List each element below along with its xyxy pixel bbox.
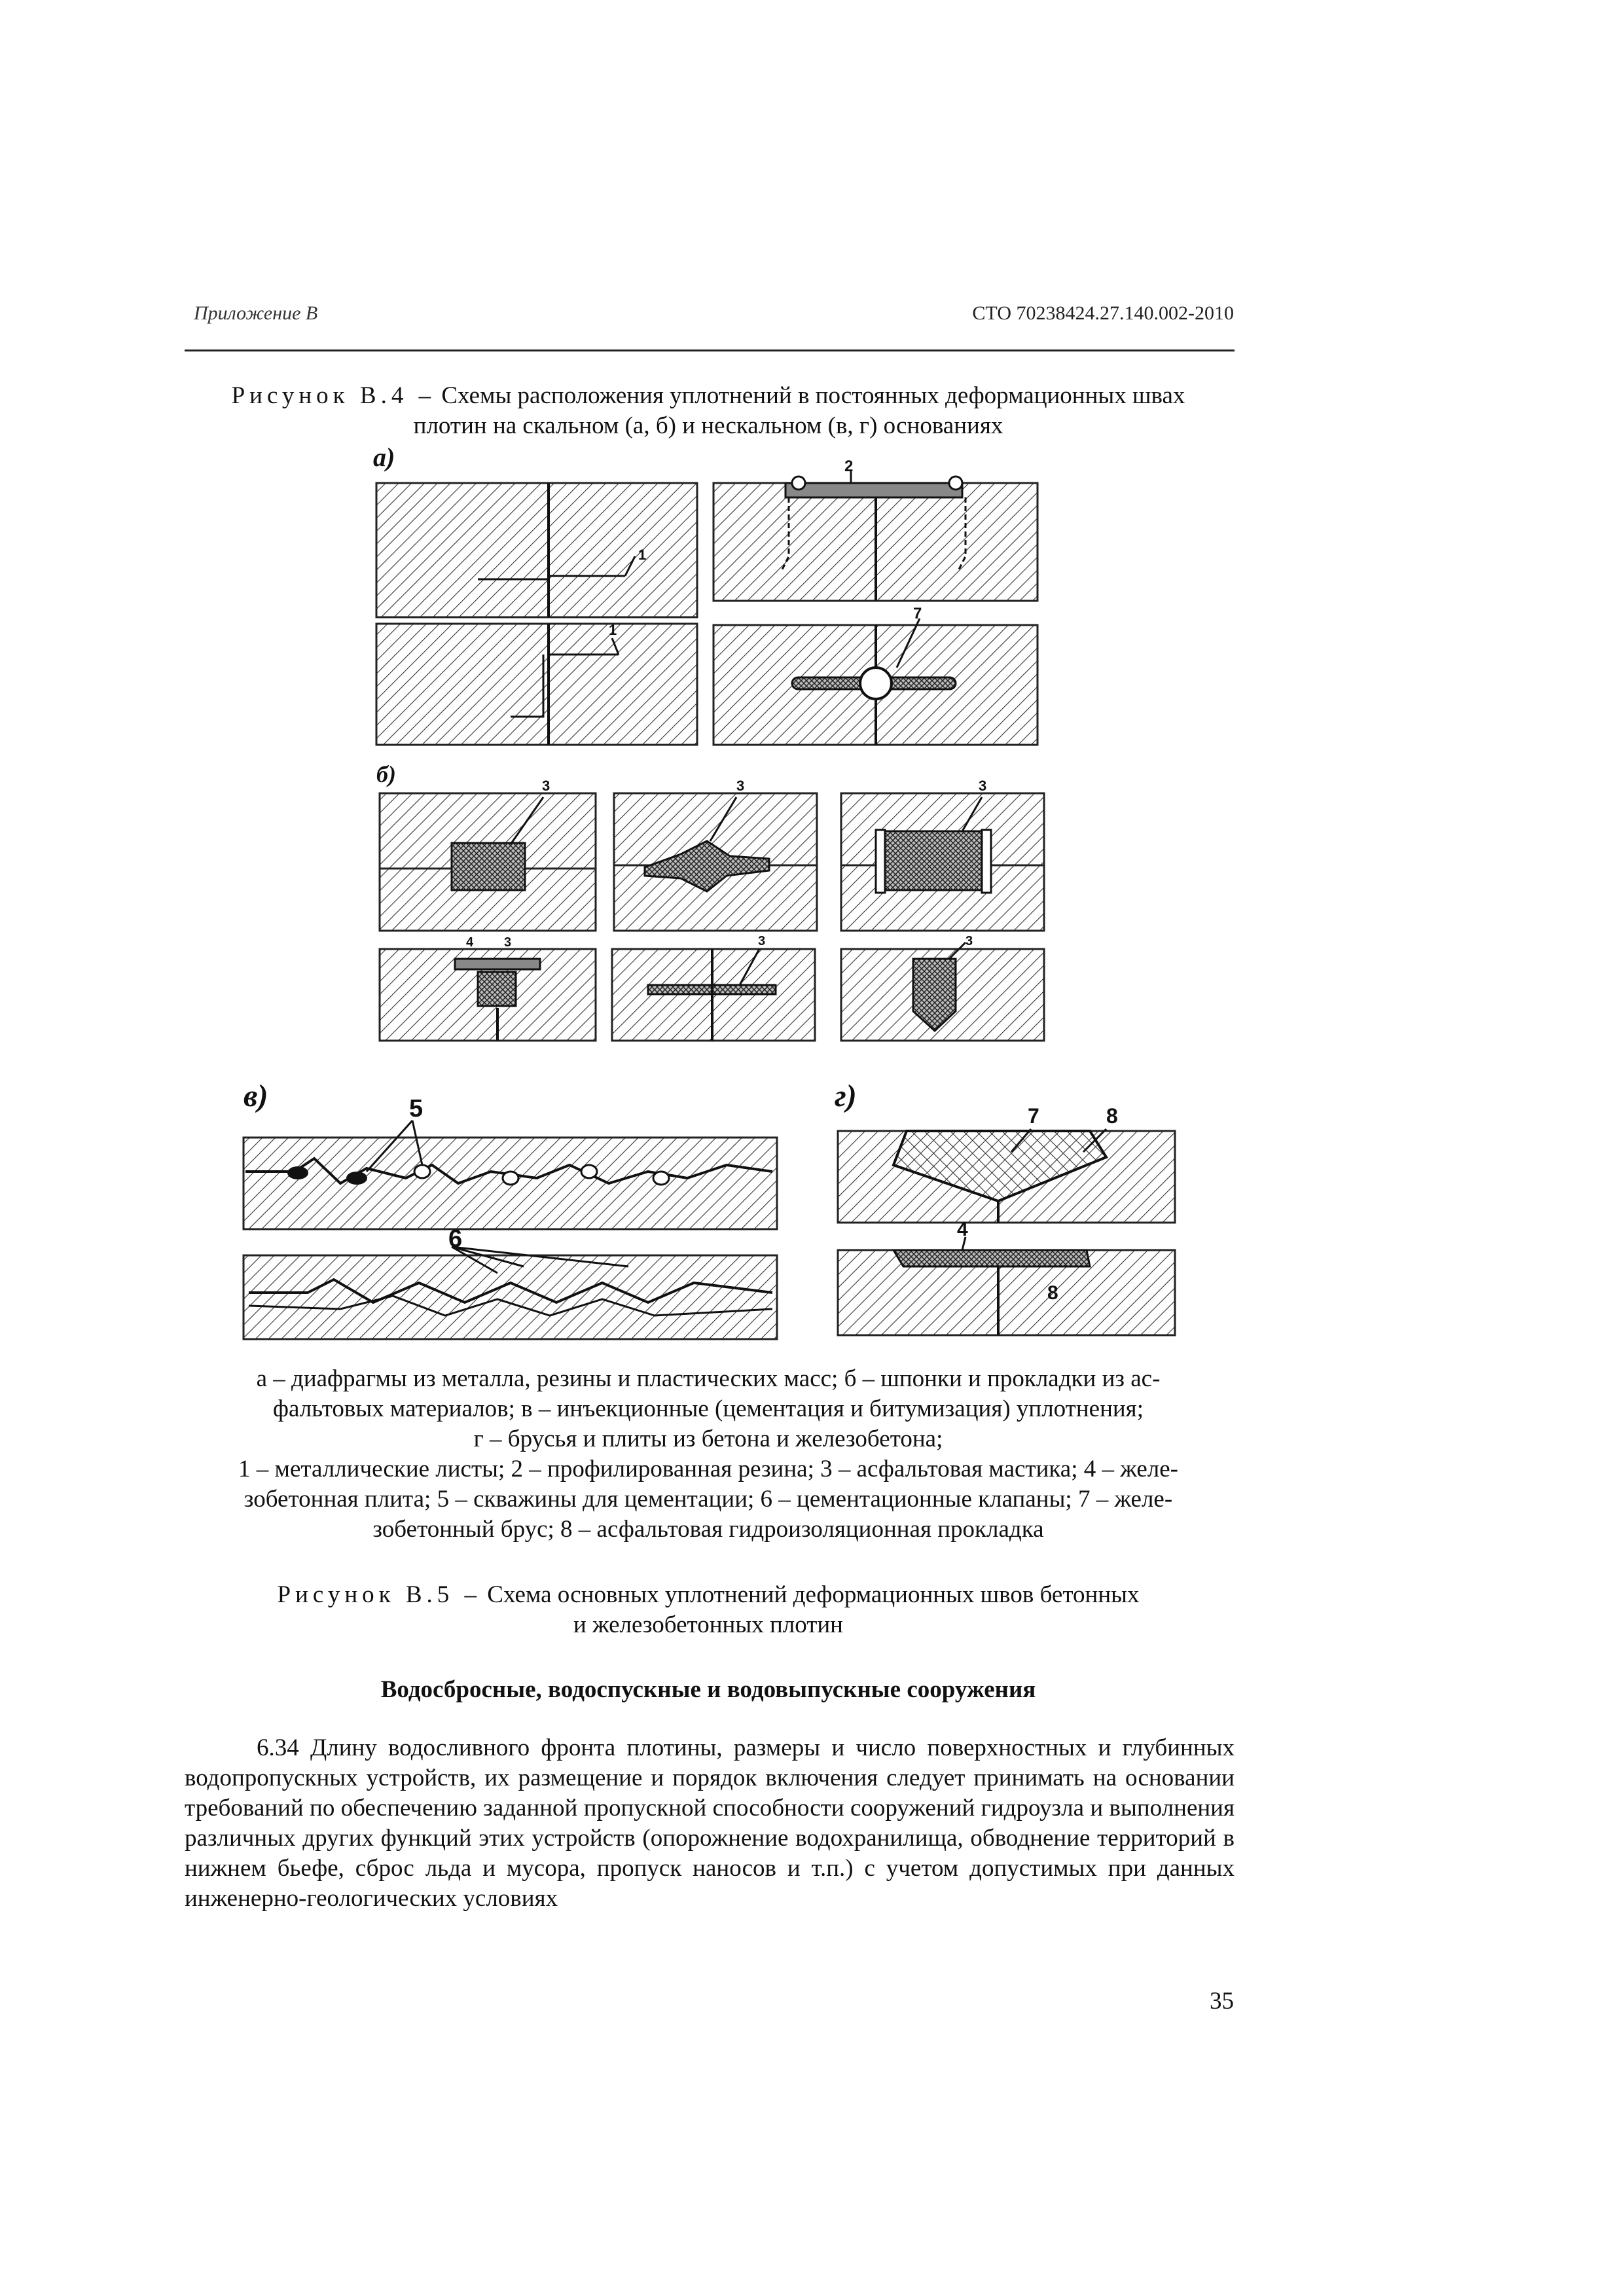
callout-4-b4: 4 xyxy=(466,935,474,950)
callout-7-a: 7 xyxy=(913,605,922,622)
figure-b5-caption-line2: и железобетонных плотин xyxy=(573,1611,843,1638)
callout-3-b5: 3 xyxy=(758,934,766,948)
callout-1-a2: 1 xyxy=(609,622,617,638)
figure-legend xyxy=(185,1364,1232,1545)
callout-3-b4: 3 xyxy=(504,935,512,950)
legend-line: г – брусья и плиты из бетона и железобетона; xyxy=(473,1426,943,1452)
figure-b5-caption xyxy=(185,1580,1232,1640)
diagram-b3 xyxy=(841,778,1044,931)
diagram-g xyxy=(838,1104,1175,1335)
callout-8-g-bottom: 8 xyxy=(1047,1282,1058,1304)
figure-b5-caption-line1: Схема основных уплотнений деформационных швов бетонных xyxy=(487,1581,1140,1608)
callout-7-g: 7 xyxy=(1028,1104,1039,1128)
diagram-b2 xyxy=(614,778,817,931)
diagram-a1 xyxy=(376,483,697,745)
figure-b4-label: Рисунок В.4 – xyxy=(231,382,436,409)
figure-b4-sub-b-label: б) xyxy=(376,761,396,787)
body-paragraph xyxy=(185,1733,1235,1914)
legend-line: а – диафрагмы из металла, резины и пластических масс; б – шпонки и прокладки из ас- xyxy=(256,1365,1161,1392)
legend-line: 1 – металлические листы; 2 – профилированная резина; 3 – асфальтовая мастика; 4 – желе- xyxy=(238,1456,1178,1482)
diagram-v xyxy=(244,1095,777,1339)
callout-1-a1: 1 xyxy=(638,547,647,563)
legend-line: зобетонная плита; 5 – скважины для цементации; 6 – цементационные клапаны; 7 – желе- xyxy=(244,1486,1173,1513)
paragraph-6-34: 6.34 Длину водосливного фронта плотины, размеры и число поверхностных и глубинных водопропускных устройств, их размещение и порядок включения следует принимать на основании требований по обеспечению заданной пропускной способности сооружений гидроузла и выполнения различных других функций этих устройств (опорожнение водохранилища, обводнение территорий в нижнем бьефе, сброс льда и мусора, пропуск наносов и т.п.) с учетом допустимых при данных инженерно-геологических условиях xyxy=(185,1734,1235,1912)
callout-3-b3: 3 xyxy=(979,778,987,794)
figure-b4-sub-a-label: а) xyxy=(373,442,395,472)
diagram-b4 xyxy=(380,935,596,1041)
diagram-a2 xyxy=(713,457,1038,745)
figure-b5-label: Рисунок В.5 – xyxy=(277,1581,482,1608)
callout-4-g: 4 xyxy=(957,1219,968,1240)
callout-2: 2 xyxy=(844,457,854,475)
header-doc-code: СТО 70238424.27.140.002-2010 xyxy=(972,302,1234,324)
figure-b4-caption-line2: плотин на скальном (а, б) и нескальном (в, г) основаниях xyxy=(413,412,1003,439)
section-heading: Водосбросные, водоспускные и водовыпускные сооружения xyxy=(380,1676,1036,1703)
figure-b4-caption-line1: Схемы расположения уплотнений в постоянных деформационных швах xyxy=(441,382,1185,409)
callout-3-b6: 3 xyxy=(965,934,973,948)
header-appendix: Приложение В xyxy=(194,302,318,324)
callout-6: 6 xyxy=(448,1225,463,1253)
legend-line: зобетонный брус; 8 – асфальтовая гидроизоляционная прокладка xyxy=(372,1516,1044,1543)
figure-b4-sub-g-label: г) xyxy=(835,1079,857,1113)
callout-3-b1: 3 xyxy=(542,778,550,794)
diagram-b6 xyxy=(841,934,1044,1041)
diagram-b5 xyxy=(612,934,815,1041)
page-number: 35 xyxy=(1210,1988,1234,2015)
figure-b4-sub-v-label: в) xyxy=(244,1079,268,1113)
callout-5: 5 xyxy=(409,1095,424,1122)
callout-3-b2: 3 xyxy=(736,778,745,794)
diagram-b1 xyxy=(380,778,596,931)
legend-line: фальтовых материалов; в – инъекционные (цементация и битумизация) уплотнения; xyxy=(273,1395,1144,1422)
callout-8-g-top: 8 xyxy=(1106,1104,1118,1128)
